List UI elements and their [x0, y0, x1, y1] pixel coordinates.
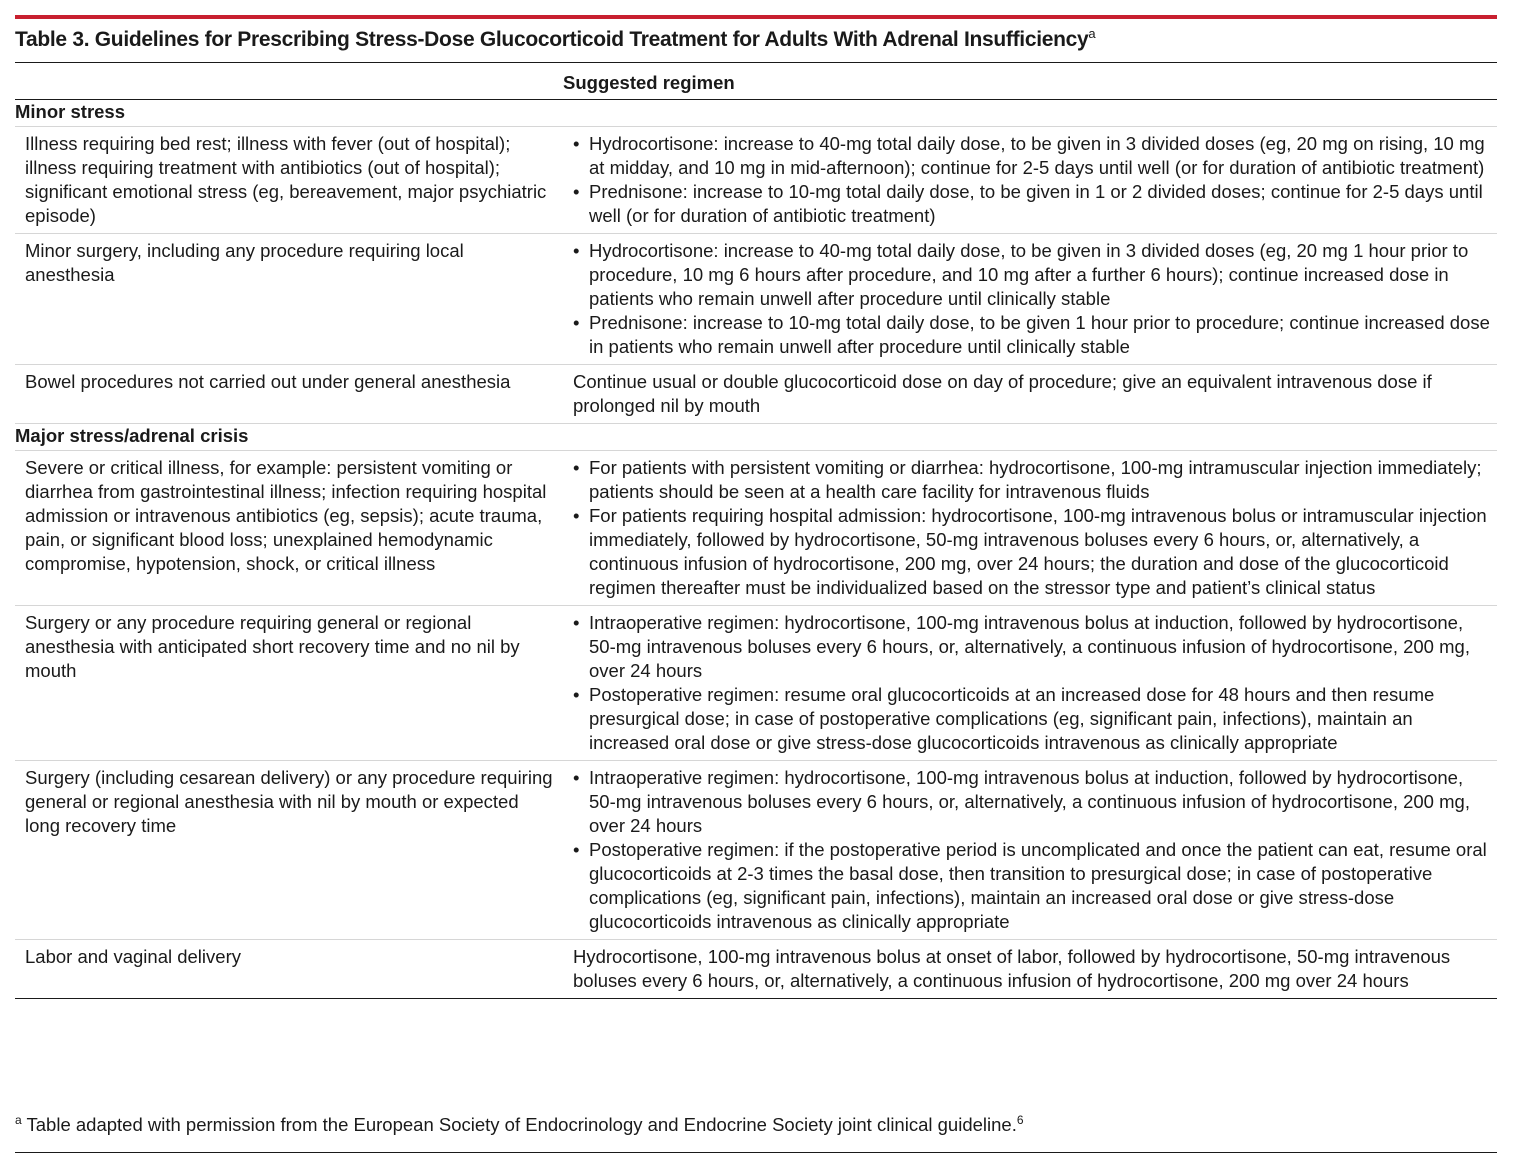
- regimen-text: Prednisone: increase to 10-mg total daily dose, to be given 1 hour prior to procedure; continue increased dose in patients who remain unwell after procedure until clinically stable: [589, 312, 1490, 357]
- header-row: [15, 71, 1497, 100]
- regimen-item: [573, 611, 1493, 683]
- table-row: [15, 451, 1497, 606]
- regimen-item: [573, 838, 1493, 934]
- regimen-cell: [563, 451, 1497, 606]
- regimen-cell: [563, 127, 1497, 234]
- title-footnote-marker: a: [1088, 26, 1096, 41]
- regimen-list: [573, 766, 1493, 934]
- section-row-minor-stress: [15, 100, 1497, 127]
- regimen-text: Postoperative regimen: if the postoperative period is uncomplicated and once the patient can eat, resume oral glucocorticoids at 2-3 times the basal dose, then transition to presurgical dose; in case of postoperative complications (eg, significant pain, infections), maintain an increased oral dose or give stress-dose glucocorticoids intravenous as clinically appropriate: [589, 839, 1487, 932]
- regimen-item: [573, 180, 1493, 228]
- table-title-text: Table 3. Guidelines for Prescribing Stress-Dose Glucocorticoid Treatment for Adults With Adrenal Insufficiency: [15, 28, 1089, 51]
- regimen-list: [573, 132, 1493, 228]
- regimen-list: [573, 239, 1493, 359]
- regimen-text: For patients with persistent vomiting or diarrhea: hydrocortisone, 100-mg intramuscular injection immediately; patients should be seen at a health care facility for intravenous fluids: [589, 457, 1482, 502]
- bullet-icon: •: [573, 181, 580, 202]
- condition-cell: Bowel procedures not carried out under general anesthesia: [15, 365, 563, 424]
- table-row: [15, 127, 1497, 234]
- table-title: [15, 25, 1497, 55]
- bottom-rule: [15, 1152, 1497, 1153]
- header-condition: [15, 71, 563, 100]
- condition-cell: Surgery (including cesarean delivery) or any procedure requiring general or regional anesthesia with nil by mouth or expected long recovery time: [15, 761, 563, 940]
- regimen-list: [573, 611, 1493, 755]
- section-label: Major stress/adrenal crisis: [15, 424, 1497, 451]
- table-row: [15, 365, 1497, 424]
- header-regimen: Suggested regimen: [563, 71, 1497, 100]
- footnote-text: Table adapted with permission from the European Society of Endocrinology and Endocrine Society joint clinical guideline.: [26, 1114, 1017, 1135]
- regimen-item: [573, 766, 1493, 838]
- condition-cell: Severe or critical illness, for example: persistent vomiting or diarrhea from gastrointestinal illness; infection requiring hospital admission or intravenous antibiotics (eg, sepsis); acute trauma, pain, or significant blood loss; unexplained hemodynamic compromise, hypotension, shock, or critical illness: [15, 451, 563, 606]
- bullet-icon: •: [573, 839, 580, 860]
- accent-rule: [15, 15, 1497, 19]
- regimen-cell: Continue usual or double glucocorticoid dose on day of procedure; give an equivalent intravenous dose if prolonged nil by mouth: [563, 365, 1497, 424]
- table-row: [15, 761, 1497, 940]
- bullet-icon: •: [573, 767, 580, 788]
- bullet-icon: •: [573, 612, 580, 633]
- guidelines-table: [15, 71, 1497, 999]
- condition-cell: Surgery or any procedure requiring general or regional anesthesia with anticipated short recovery time and no nil by mouth: [15, 606, 563, 761]
- footnote-marker: a: [15, 1112, 22, 1127]
- regimen-item: [573, 239, 1493, 311]
- table-row: [15, 234, 1497, 365]
- table-row: [15, 940, 1497, 999]
- regimen-item: [573, 504, 1493, 600]
- footnote-reference: 6: [1016, 1112, 1024, 1127]
- regimen-cell: [563, 606, 1497, 761]
- bullet-icon: •: [573, 133, 580, 154]
- regimen-text: Hydrocortisone: increase to 40-mg total daily dose, to be given in 3 divided doses (eg, 20 mg 1 hour prior to procedure, 10 mg 6 hours after procedure, and 10 mg after a further 6 hours); continue increased dose in patients who remain unwell after procedure until clinically stable: [589, 240, 1469, 309]
- condition-cell: Labor and vaginal delivery: [15, 940, 563, 999]
- section-label: Minor stress: [15, 100, 1497, 127]
- regimen-item: [573, 311, 1493, 359]
- table-footnote: [15, 1112, 1497, 1138]
- regimen-item: [573, 456, 1493, 504]
- regimen-item: [573, 132, 1493, 180]
- regimen-text: Hydrocortisone: increase to 40-mg total daily dose, to be given in 3 divided doses (eg, 20 mg on rising, 10 mg at midday, and 10 mg in mid-afternoon); continue for 2-5 days until well (or for duration of antibiotic treatment): [589, 133, 1485, 178]
- bullet-icon: •: [573, 505, 580, 526]
- section-row-major-stress: [15, 424, 1497, 451]
- regimen-cell: [563, 761, 1497, 940]
- regimen-text: For patients requiring hospital admission: hydrocortisone, 100-mg intravenous bolus or intramuscular injection immediately, followed by hydrocortisone, 50-mg intravenous boluses every 6 hours, or, alternatively, a continuous infusion of hydrocortisone, 200 mg, over 24 hours; the duration and dose of the glucocorticoid regimen thereafter must be individualized based on the stressor type and patient’s clinical status: [589, 505, 1487, 598]
- bullet-icon: •: [573, 240, 580, 261]
- regimen-item: [573, 683, 1493, 755]
- title-rule: [15, 62, 1497, 63]
- regimen-text: Intraoperative regimen: hydrocortisone, 100-mg intravenous bolus at induction, followed by hydrocortisone, 50-mg intravenous boluses every 6 hours, or, alternatively, a continuous infusion of hydrocortisone, 200 mg, over 24 hours: [589, 612, 1470, 681]
- condition-cell: Illness requiring bed rest; illness with fever (out of hospital); illness requiring treatment with antibiotics (out of hospital); significant emotional stress (eg, bereavement, major psychiatric episode): [15, 127, 563, 234]
- regimen-cell: Hydrocortisone, 100-mg intravenous bolus at onset of labor, followed by hydrocortisone, 50-mg intravenous boluses every 6 hours, or, alternatively, a continuous infusion of hydrocortisone, 200 mg over 24 hours: [563, 940, 1497, 999]
- regimen-text: Postoperative regimen: resume oral glucocorticoids at an increased dose for 48 hours and then resume presurgical dose; in case of postoperative complications (eg, significant pain, infections), maintain an increased oral dose or give stress-dose glucocorticoids intravenous as clinically appropriate: [589, 684, 1435, 753]
- bullet-icon: •: [573, 312, 580, 333]
- regimen-list: [573, 456, 1493, 600]
- bullet-icon: •: [573, 684, 580, 705]
- table-row: [15, 606, 1497, 761]
- bullet-icon: •: [573, 457, 580, 478]
- regimen-text: Intraoperative regimen: hydrocortisone, 100-mg intravenous bolus at induction, followed by hydrocortisone, 50-mg intravenous boluses every 6 hours, or, alternatively, a continuous infusion of hydrocortisone, 200 mg, over 24 hours: [589, 767, 1470, 836]
- regimen-cell: [563, 234, 1497, 365]
- regimen-text: Prednisone: increase to 10-mg total daily dose, to be given in 1 or 2 divided doses; continue for 2-5 days until well (or for duration of antibiotic treatment): [589, 181, 1483, 226]
- condition-cell: Minor surgery, including any procedure requiring local anesthesia: [15, 234, 563, 365]
